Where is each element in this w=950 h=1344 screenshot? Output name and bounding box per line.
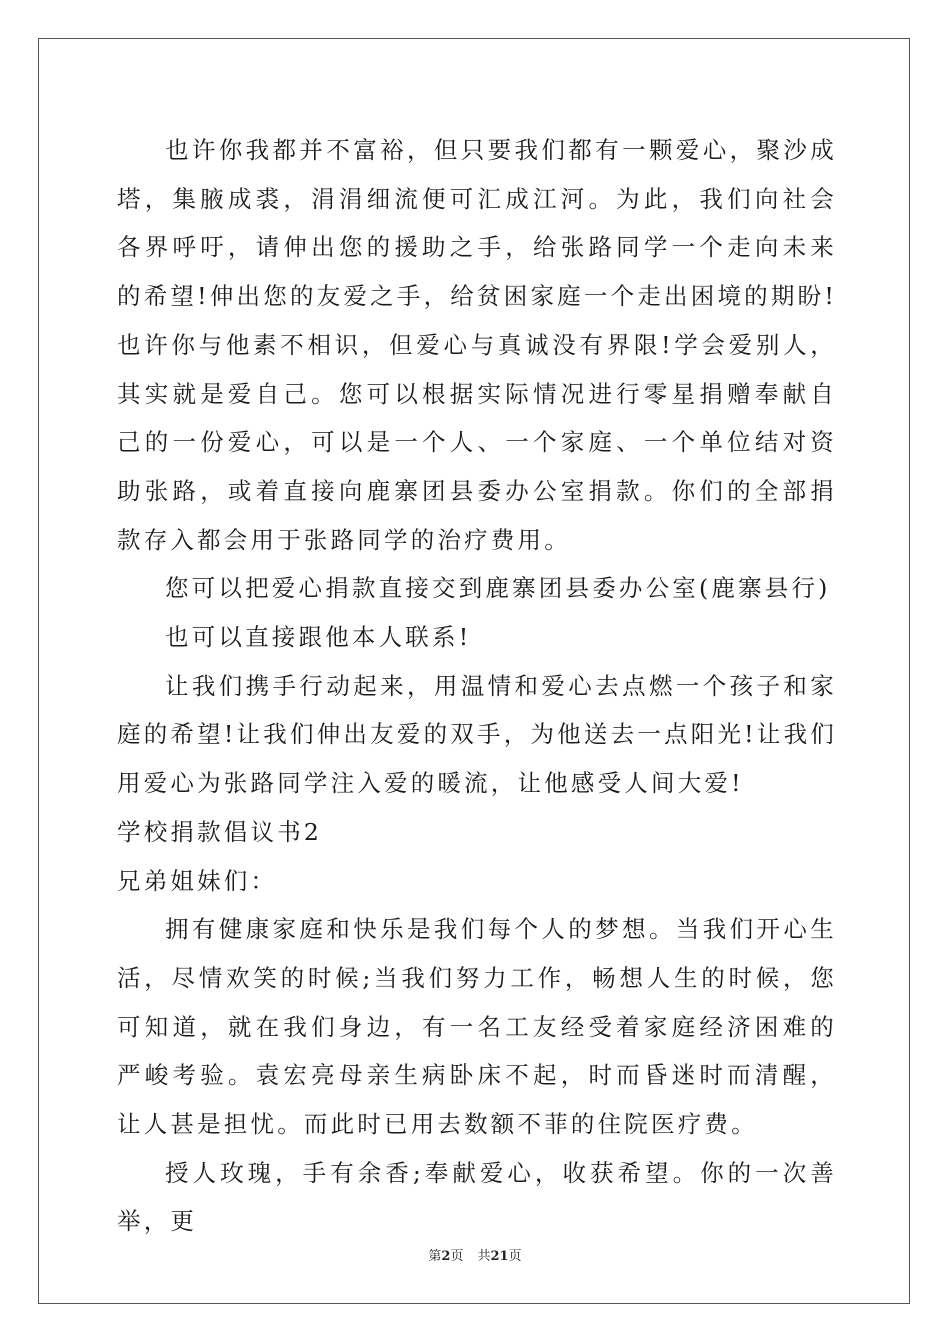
page-suffix: 页 [450,1249,464,1264]
paragraph-appeal: 也许你我都并不富裕，但只要我们都有一颗爱心，聚沙成塔，集腋成裘，涓涓细流便可汇成江河。为此，我们向社会各界呼吁，请伸出您的援助之手，给张路同学一个走向未来的希望!伸出您的友爱之手，给贫困家庭一个走出困境的期盼!也许你与他素不相识，但爱心与真诚没有界限!学会爱别人，其实就是爱自己。您可以根据实际情况进行零星捐赠奉献自己的一份爱心，可以是一个人、一个家庭、一个单位结对资助张路，或着直接向鹿寨团县委办公室捐款。你们的全部捐款存入都会用于张路同学的治疗费用。 [117,136,837,554]
paragraph-call-to-action: 让我们携手行动起来，用温情和爱心去点燃一个孩子和家庭的希望!让我们伸出友爱的双手，为他送去一点阳光!让我们用爱心为张路同学注入爱的暖流，让他感受人间大爱! [117,671,837,798]
total-pages: 21 [490,1249,509,1264]
salutation: 兄弟姐妹们： [117,866,278,895]
page-prefix: 第 [428,1249,442,1264]
document-body [117,126,837,1246]
page-footer [0,1245,950,1264]
paragraph-donation-office: 您可以把爱心捐款直接交到鹿寨团县委办公室(鹿寨县行) [165,574,831,603]
section-title: 学校捐款倡议书2 [117,817,323,846]
paragraph-contact: 也可以直接跟他本人联系! [165,623,472,652]
paragraph-roses: 授人玫瑰，手有余香;奉献爱心，收获希望。你的一次善举，更 [117,1158,837,1236]
total-suffix: 页 [508,1249,522,1264]
page-number: 2 [441,1249,451,1264]
paragraph-situation: 拥有健康家庭和快乐是我们每个人的梦想。当我们开心生活，尽情欢笑的时候;当我们努力工作，畅想人生的时候，您可知道，就在我们身边，有一名工友经受着家庭经济困难的严峻考验。袁宏亮母亲生病卧床不起，时而昏迷时而清醒，让人甚是担忧。而此时已用去数额不菲的住院医疗费。 [117,915,837,1139]
total-prefix: 共 [477,1249,491,1264]
